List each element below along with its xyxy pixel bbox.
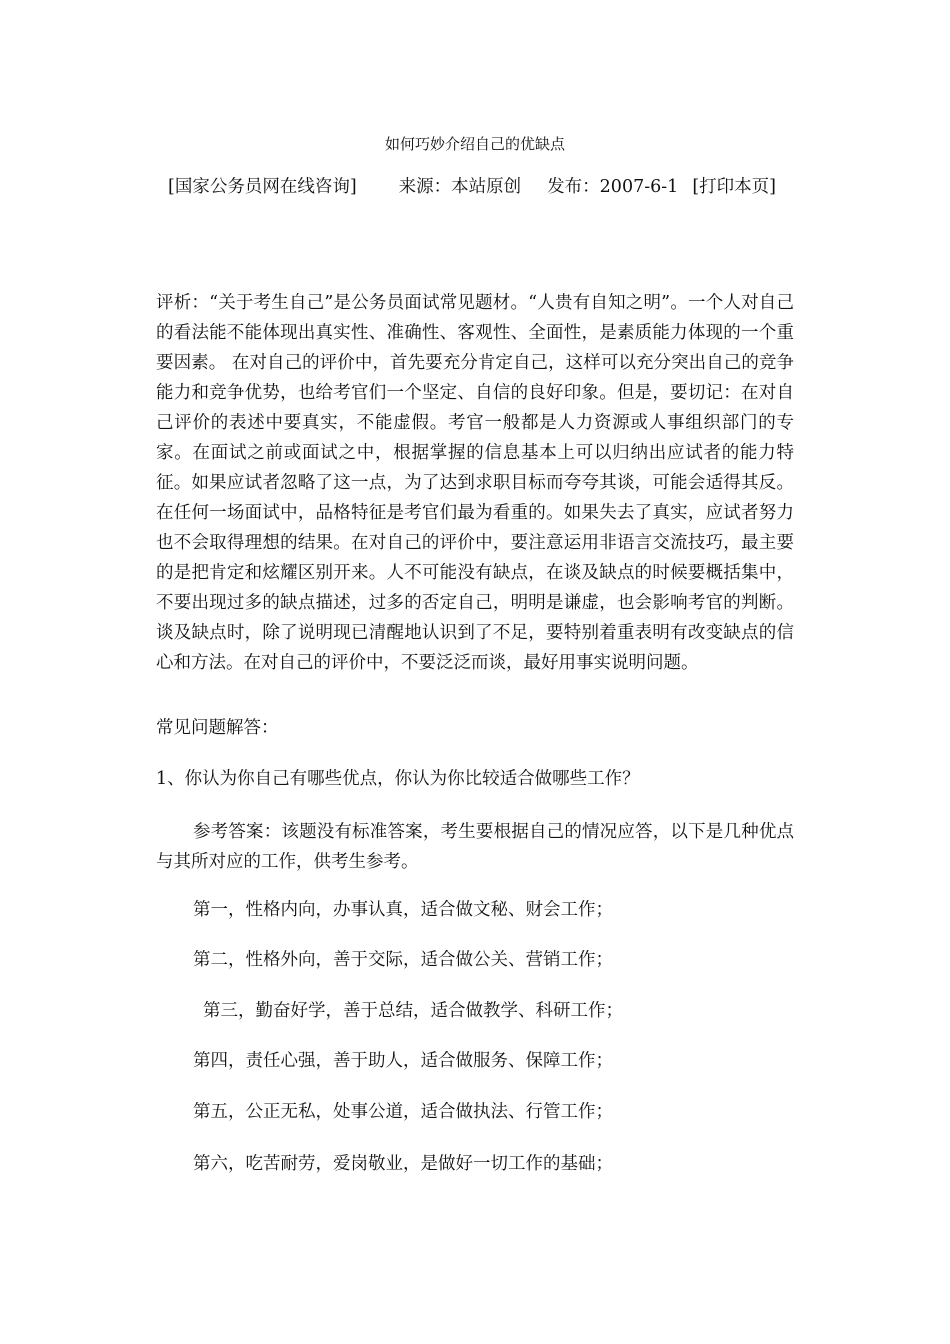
list-item: 第五，公正无私，处事公道，适合做执法、行管工作； xyxy=(193,1102,613,1122)
list-item: 第六，吃苦耐劳，爱岗敬业，是做好一切工作的基础； xyxy=(193,1154,613,1174)
list-item: 第四，责任心强，善于助人，适合做服务、保障工作； xyxy=(193,1051,613,1071)
list-item: 第一，性格内向，办事认真，适合做文秘、财会工作； xyxy=(193,900,613,920)
list-item: 第二，性格外向，善于交际，适合做公关、营销工作； xyxy=(193,950,613,970)
meta-published: 发布：2007-6-1 xyxy=(547,177,679,197)
list-item: 第三，勤奋好学，善于总结，适合做教学、科研工作； xyxy=(203,1001,623,1021)
faq-heading: 常见问题解答： xyxy=(156,718,279,738)
meta-site: [国家公务员网在线咨询] xyxy=(168,177,357,197)
document-title: 如何巧妙介绍自己的优缺点 xyxy=(384,135,565,153)
meta-print-link[interactable]: [打印本页] xyxy=(692,177,776,197)
analysis-paragraph: 评析：“关于考生自己”是公务员面试常见题材。“人贵有自知之明”。一个人对自己的看法能不能体现出真实性、准确性、客观性、全面性，是素质能力体现的一个重要因素。 在对自己的评价中，首先要充分肯定自己，这样可以充分突出自己的竞争能力和竞争优势，也给考官们一个坚定、自信的良好印象。但是，要切记：在对自己评价的表述中要真实，不能虚假。考官一般都是人力资源或人事组织部门的专家。在面试之前或面试之中，根据掌握的信息基本上可以归纳出应试者的能力特征。如果应试者忽略了这一点，为了达到求职目标而夸夸其谈，可能会适得其反。在任何一场面试中，品格特征是考官们最为看重的。如果失去了真实，应试者努力也不会取得理想的结果。在对自己的评价中，要注意运用非语言交流技巧，最主要的是把肯定和炫耀区别开来。人不可能没有缺点，在谈及缺点的时候要概括集中，不要出现过多的缺点描述，过多的否定自己，明明是谦虚，也会影响考官的判断。谈及缺点时，除了说明现已清醒地认识到了不足，要特别着重表明有改变缺点的信心和方法。在对自己的评价中，不要泛泛而谈，最好用事实说明问题。 xyxy=(156,293,794,673)
article-meta xyxy=(147,172,797,202)
reference-answer: 参考答案：该题没有标准答案，考生要根据自己的情况应答，以下是几种优点与其所对应的工作，供考生参考。 xyxy=(156,822,794,872)
meta-source: 来源：本站原创 xyxy=(398,177,522,197)
question-1: 1、你认为你自己有哪些优点，你认为你比较适合做哪些工作？ xyxy=(156,769,640,789)
